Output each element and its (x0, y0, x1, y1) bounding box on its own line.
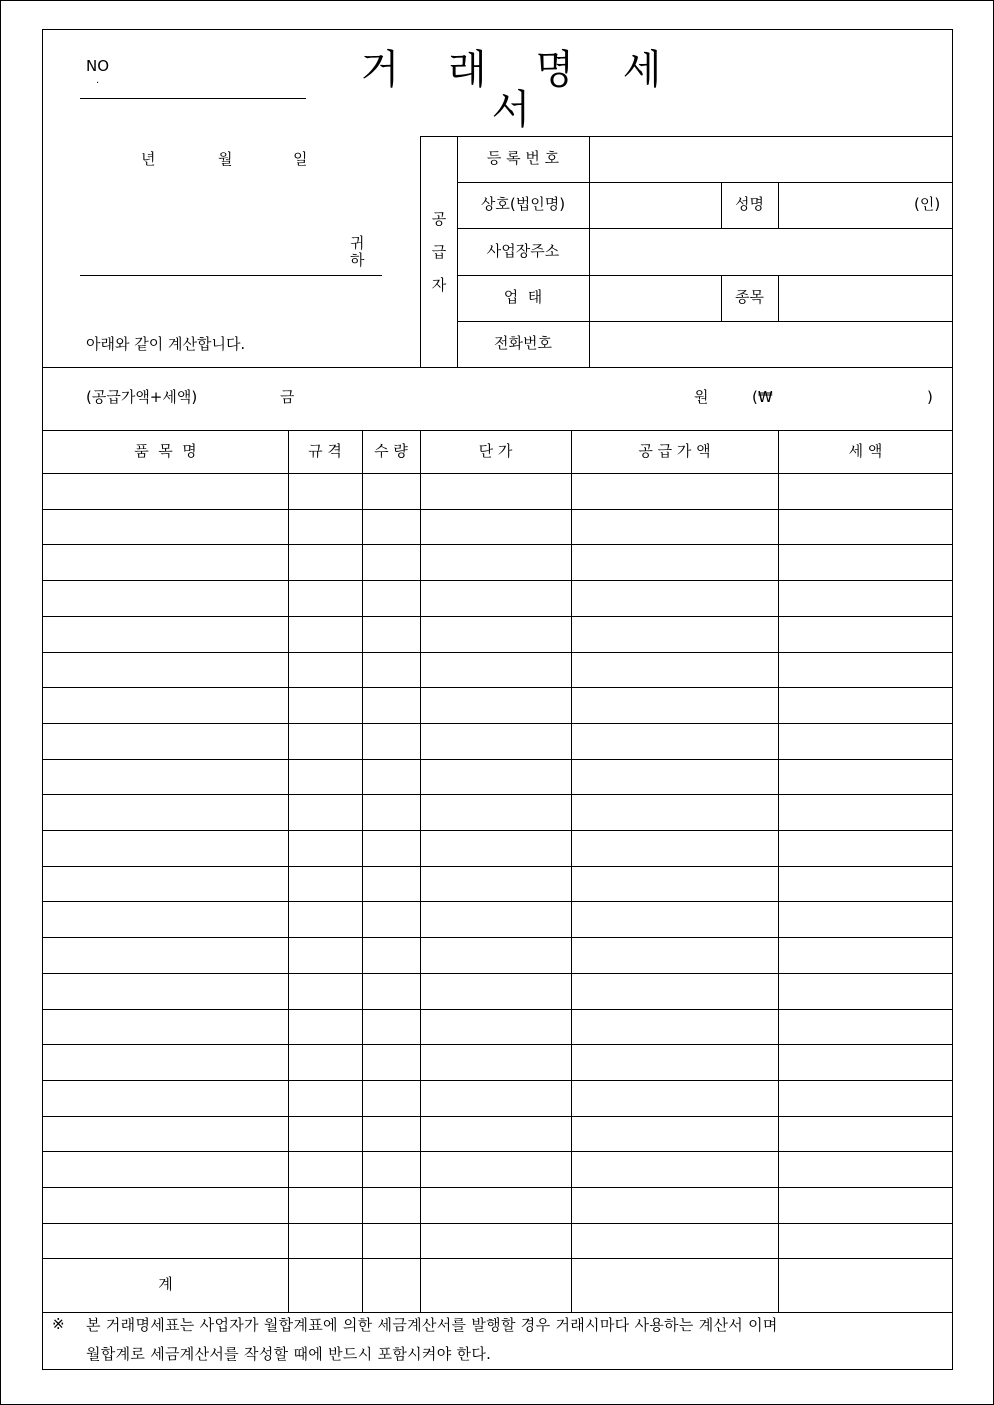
table-col-line-3 (420, 430, 421, 1312)
table-row-line (43, 866, 952, 867)
table-row-line (43, 973, 952, 974)
table-row-line (43, 723, 952, 724)
table-row-line (43, 1080, 952, 1081)
table-row-line (43, 1009, 952, 1010)
no-underline (80, 98, 306, 99)
table-row-line (43, 794, 952, 795)
name-col-right-line (778, 182, 779, 228)
table-row-line (43, 652, 952, 653)
day-label: 일 (293, 150, 308, 168)
table-row-line (43, 616, 952, 617)
footnote-line-2: 월합계로 세금계산서를 작성할 때에 반드시 포함시켜야 한다. (86, 1345, 492, 1363)
supplier-row-line-4 (457, 321, 953, 322)
table-col-line-1 (288, 430, 289, 1312)
recipient-underline (80, 275, 382, 276)
year-label: 년 (141, 150, 156, 168)
no-dot: . (96, 75, 100, 86)
table-row-line (43, 580, 952, 581)
form-title: 거 래 명 세 서 (360, 47, 680, 133)
supplier-left-line (420, 136, 421, 367)
table-bottom-line (43, 1312, 952, 1313)
header-unit-price: 단 가 (478, 442, 513, 460)
table-col-line-5 (778, 430, 779, 1312)
item-label: 종목 (735, 288, 764, 306)
header-tax: 세 액 (848, 442, 883, 460)
table-col-line-2 (362, 430, 363, 1312)
table-row-line (43, 1187, 952, 1188)
gold-label: 금 (280, 388, 295, 406)
supplier-group-char-2: 급 (431, 243, 447, 261)
no-label: NO (86, 57, 110, 75)
name-label: 성명 (735, 195, 764, 213)
honorific-gwi: 귀 (350, 234, 365, 252)
address-label: 사업장주소 (486, 242, 560, 260)
table-row-line (43, 687, 952, 688)
table-row-line (43, 1151, 952, 1152)
won-close: ) (927, 388, 933, 406)
honorific-ha: 하 (350, 251, 365, 269)
reg-no-label: 등 록 번 호 (486, 149, 560, 167)
table-row-line (43, 1223, 952, 1224)
supplier-row-line-1 (457, 182, 953, 183)
total-label: 계 (158, 1275, 173, 1293)
table-row-line (43, 509, 952, 510)
won-label: 원 (694, 388, 709, 406)
table-col-line-4 (571, 430, 572, 1312)
business-type-label: 업 태 (503, 288, 543, 306)
header-spec: 규 격 (308, 442, 342, 460)
table-row-line (43, 901, 952, 902)
table-row-line (43, 1116, 952, 1117)
table-row-line (43, 830, 952, 831)
header-item-name: 품 목 명 (134, 442, 197, 460)
table-row-line (43, 1044, 952, 1045)
company-label: 상호(법인명) (480, 195, 566, 213)
sum-label: (공급가액+세액) (86, 388, 198, 406)
table-row-line (43, 1258, 952, 1259)
calc-statement: 아래와 같이 계산합니다. (86, 335, 246, 353)
header-quantity: 수 량 (374, 442, 408, 460)
amount-top-line (43, 367, 952, 368)
footnote-line-1: 본 거래명세표는 사업자가 월합계표에 의한 세금계산서를 발행할 경우 거래시마다 사용하는 계산서 이며 (86, 1316, 778, 1334)
seal-label: (인) (914, 195, 941, 213)
supplier-group-label (424, 203, 454, 302)
footnote-mark: ※ (52, 1315, 65, 1333)
table-row-line (43, 544, 952, 545)
won-open: (₩ (752, 388, 773, 406)
supplier-row-line-3 (457, 275, 953, 276)
table-row-line (43, 473, 952, 474)
phone-label: 전화번호 (494, 334, 552, 352)
table-row-line (43, 759, 952, 760)
supplier-value-col-line (589, 136, 590, 367)
item-col-right-line (778, 275, 779, 321)
form-frame (42, 29, 953, 1370)
supplier-row-line-2 (457, 228, 953, 229)
month-label: 월 (218, 150, 233, 168)
supplier-group-char-1: 공 (431, 210, 447, 228)
table-top-line (43, 430, 952, 431)
supplier-group-char-3: 자 (431, 276, 447, 294)
header-supply-amount: 공 급 가 액 (638, 442, 711, 460)
supplier-top-line (420, 136, 953, 137)
table-row-line (43, 937, 952, 938)
